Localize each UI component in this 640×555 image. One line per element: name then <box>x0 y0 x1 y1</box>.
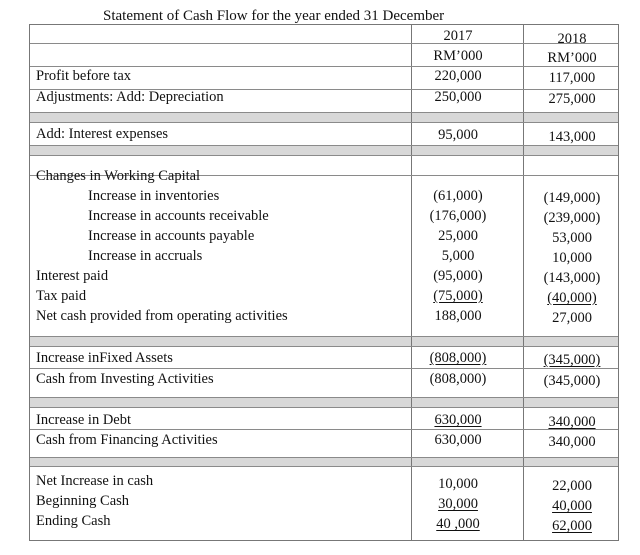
value-2018-tax-paid: (40,000) <box>547 290 597 306</box>
row-label-increase-accruals: Increase in accruals <box>88 248 203 264</box>
row-label-increase-fixed-assets: Increase inFixed Assets <box>36 350 173 366</box>
row-label-increase-payable: Increase in accounts payable <box>88 228 255 244</box>
row-label-cash-financing: Cash from Financing Activities <box>36 432 218 448</box>
separator-band <box>30 398 618 407</box>
value-2017-beginning-cash: 30,000 <box>438 496 478 512</box>
value-2018-ending-cash: 62,000 <box>552 518 592 534</box>
value-2018-cash-investing: (345,000) <box>543 373 601 389</box>
year-2017-header: 2017 <box>443 28 473 44</box>
value-2018-net-operating: 27,000 <box>552 310 592 326</box>
value-2017-increase-fixed-assets: (808,000) <box>429 350 487 366</box>
unit-2017-header: RM’000 <box>433 48 483 64</box>
row-label-tax-paid: Tax paid <box>36 288 87 304</box>
statement-title: Statement of Cash Flow for the year ended 31 December <box>103 8 445 24</box>
value-2018-profit-before-tax: 117,000 <box>548 70 596 86</box>
value-2017-interest-paid: (95,000) <box>433 268 483 284</box>
column-divider <box>523 25 524 540</box>
value-2017-tax-paid: (75,000) <box>433 288 483 304</box>
value-2017-net-increase-cash: 10,000 <box>438 476 478 492</box>
row-label-increase-inventories: Increase in inventories <box>88 188 220 204</box>
value-2017-increase-receivable: (176,000) <box>429 208 487 224</box>
separator-band <box>30 146 618 155</box>
separator-band <box>30 458 618 466</box>
row-label-beginning-cash: Beginning Cash <box>36 493 130 509</box>
row-divider <box>30 466 618 467</box>
value-2018-increase-receivable: (239,000) <box>543 210 601 226</box>
row-divider <box>30 457 618 458</box>
row-divider <box>30 346 618 347</box>
value-2018-increase-payable: 53,000 <box>552 230 592 246</box>
value-2018-increase-debt: 340,000 <box>548 414 596 430</box>
row-divider <box>30 407 618 408</box>
value-2018-net-increase-cash: 22,000 <box>552 478 592 494</box>
row-label-increase-receivable: Increase in accounts receivable <box>88 208 269 224</box>
value-2017-increase-inventories: (61,000) <box>433 188 483 204</box>
row-divider <box>30 397 618 398</box>
row-label-ending-cash: Ending Cash <box>36 513 111 529</box>
cash-flow-table <box>29 24 619 541</box>
row-label-cash-investing: Cash from Investing Activities <box>36 371 214 387</box>
working-capital-heading: Changes in Working Capital <box>36 168 201 184</box>
value-2018-increase-accruals: 10,000 <box>552 250 592 266</box>
value-2017-ending-cash: 40 ,000 <box>436 516 480 532</box>
year-2018-header: 2018 <box>557 31 587 47</box>
value-2017-increase-accruals: 5,000 <box>441 248 475 264</box>
separator-band <box>30 113 618 122</box>
value-2017-depreciation: 250,000 <box>434 89 482 105</box>
row-label-net-operating: Net cash provided from operating activities <box>36 308 288 324</box>
value-2017-cash-financing: 630,000 <box>434 432 482 448</box>
value-2018-interest-expenses: 143,000 <box>548 129 596 145</box>
value-2018-increase-inventories: (149,000) <box>543 190 601 206</box>
value-2017-increase-payable: 25,000 <box>438 228 478 244</box>
value-2017-net-operating: 188,000 <box>434 308 482 324</box>
separator-band <box>30 337 618 346</box>
value-2018-increase-fixed-assets: (345,000) <box>543 352 601 368</box>
row-label-interest-paid: Interest paid <box>36 268 109 284</box>
value-2018-beginning-cash: 40,000 <box>552 498 592 514</box>
value-2017-interest-expenses: 95,000 <box>438 127 478 143</box>
row-label-increase-debt: Increase in Debt <box>36 412 132 428</box>
unit-2018-header: RM’000 <box>547 50 597 66</box>
row-label-depreciation: Adjustments: Add: Depreciation <box>36 89 224 105</box>
row-label-net-increase-cash: Net Increase in cash <box>36 473 154 489</box>
value-2017-cash-investing: (808,000) <box>429 371 487 387</box>
row-divider <box>30 155 618 156</box>
row-label-interest-expenses: Add: Interest expenses <box>36 126 169 142</box>
row-divider <box>30 336 618 337</box>
value-2018-depreciation: 275,000 <box>548 91 596 107</box>
value-2017-profit-before-tax: 220,000 <box>434 68 482 84</box>
value-2018-cash-financing: 340,000 <box>548 434 596 450</box>
value-2017-increase-debt: 630,000 <box>434 412 482 428</box>
row-divider <box>30 122 618 123</box>
row-label-profit-before-tax: Profit before tax <box>36 68 132 84</box>
row-divider <box>30 112 618 113</box>
value-2018-interest-paid: (143,000) <box>543 270 601 286</box>
